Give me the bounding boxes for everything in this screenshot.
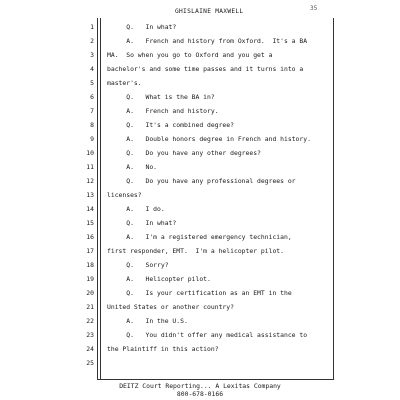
transcript-line xyxy=(0,174,400,188)
line-number: 24 xyxy=(86,345,94,353)
line-number: 11 xyxy=(86,163,94,171)
line-number: 17 xyxy=(86,247,94,255)
line-text: Q. Sorry? xyxy=(107,261,169,269)
line-text: A. In the U.S. xyxy=(107,317,188,325)
transcript-line xyxy=(0,286,400,300)
transcript-line xyxy=(0,216,400,230)
line-text: A. I'm a registered emergency technician, xyxy=(107,233,292,241)
line-number: 12 xyxy=(86,177,94,185)
transcript-line xyxy=(0,356,400,370)
transcript-line xyxy=(0,62,400,76)
transcript-line xyxy=(0,230,400,244)
line-number: 14 xyxy=(86,205,94,213)
line-number: 8 xyxy=(90,121,94,129)
line-number: 22 xyxy=(86,317,94,325)
line-text: Q. What is the BA in? xyxy=(107,93,215,101)
line-text: A. Helicopter pilot. xyxy=(107,275,211,283)
footer-phone: 800-678-0166 xyxy=(176,390,224,398)
line-text: A. I do. xyxy=(107,205,165,213)
line-number: 21 xyxy=(86,303,94,311)
transcript-line xyxy=(0,258,400,272)
line-number: 15 xyxy=(86,219,94,227)
transcript-line xyxy=(0,90,400,104)
line-text: Q. Do you have any professional degrees or xyxy=(107,177,296,185)
line-number: 25 xyxy=(86,359,94,367)
line-text: bachelor's and some time passes and it turns into a xyxy=(107,65,304,73)
line-number: 1 xyxy=(90,23,94,31)
transcript-line xyxy=(0,202,400,216)
transcript-line xyxy=(0,272,400,286)
footer-company: DEITZ Court Reporting... A Lexitas Company xyxy=(119,382,281,390)
transcript-line xyxy=(0,244,400,258)
transcript-line xyxy=(0,118,400,132)
transcript-line xyxy=(0,146,400,160)
line-number: 23 xyxy=(86,331,94,339)
line-number: 6 xyxy=(90,93,94,101)
line-text: first responder, EMT. I'm a helicopter pilot. xyxy=(107,247,284,255)
line-number: 5 xyxy=(90,79,94,87)
line-text: the Plaintiff in this action? xyxy=(107,345,219,353)
line-text: A. French and history from Oxford. It's a BA xyxy=(107,37,308,45)
line-text: A. Double honors degree in French and history. xyxy=(107,135,311,143)
line-text: United States or another country? xyxy=(107,303,234,311)
transcript-line xyxy=(0,104,400,118)
line-number: 10 xyxy=(86,149,94,157)
margin-rule-bottom xyxy=(97,379,334,380)
line-text: A. No. xyxy=(107,163,158,171)
witness-name-header: GHISLAINE MAXWELL xyxy=(175,8,244,15)
line-text: licenses? xyxy=(107,191,142,199)
line-number: 20 xyxy=(86,289,94,297)
transcript-line xyxy=(0,342,400,356)
transcript-line xyxy=(0,132,400,146)
line-text: Q. In what? xyxy=(107,23,177,31)
transcript-line xyxy=(0,20,400,34)
line-number: 2 xyxy=(90,37,94,45)
line-number: 3 xyxy=(90,51,94,59)
line-text: master's. xyxy=(107,79,142,87)
transcript-line xyxy=(0,48,400,62)
line-number: 4 xyxy=(90,65,94,73)
line-number: 13 xyxy=(86,191,94,199)
line-number: 7 xyxy=(90,107,94,115)
line-number: 18 xyxy=(86,261,94,269)
line-number: 9 xyxy=(90,135,94,143)
transcript-lines xyxy=(0,20,400,370)
transcript-line xyxy=(0,314,400,328)
transcript-line xyxy=(0,300,400,314)
line-text: Q. Is your certification as an EMT in the xyxy=(107,289,292,297)
page-number: 35 xyxy=(310,5,318,12)
line-text: Q. In what? xyxy=(107,219,177,227)
line-text: A. French and history. xyxy=(107,107,219,115)
line-number: 16 xyxy=(86,233,94,241)
transcript-line xyxy=(0,76,400,90)
line-text: Q. Do you have any other degrees? xyxy=(107,149,261,157)
line-text: Q. You didn't offer any medical assistance to xyxy=(107,331,308,339)
transcript-line xyxy=(0,160,400,174)
line-text: MA. So when you go to Oxford and you get a xyxy=(107,51,273,59)
line-number: 19 xyxy=(86,275,94,283)
transcript-line xyxy=(0,34,400,48)
transcript-line xyxy=(0,188,400,202)
line-text: Q. It's a combined degree? xyxy=(107,121,234,129)
transcript-line xyxy=(0,328,400,342)
